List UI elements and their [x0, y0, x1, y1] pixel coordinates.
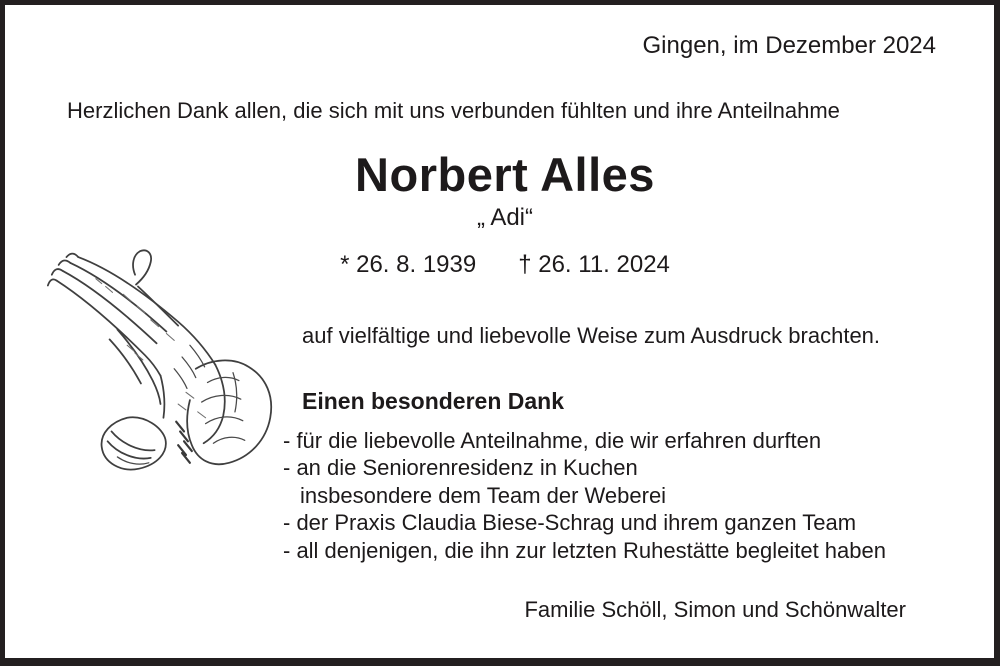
death-date: † 26. 11. 2024: [518, 251, 670, 278]
birth-date: * 26. 8. 1939: [340, 251, 477, 278]
deceased-name: Norbert Alles: [355, 148, 655, 201]
thanks-item-continuation: insbesondere dem Team der Weberei: [300, 482, 667, 508]
intro-text: Herzlichen Dank allen, die sich mit uns verbunden fühlten und ihre Anteilnahme: [67, 98, 840, 123]
outro-text: auf vielfältige und liebevolle Weise zum Ausdruck brachten.: [302, 323, 881, 348]
thanks-item: - für die liebevolle Anteilnahme, die wir erfahren durften: [283, 428, 822, 453]
family-signature: Familie Schöll, Simon und Schönwalter: [524, 597, 906, 622]
dateline: Gingen, im Dezember 2024: [642, 32, 936, 59]
thanks-item: - all denjenigen, die ihn zur letzten Ruhestätte begleitet haben: [283, 537, 886, 563]
special-thanks-heading: Einen besonderen Dank: [302, 388, 565, 414]
deceased-nickname: „ Adi“: [476, 204, 533, 231]
praying-hands-icon: [41, 233, 281, 483]
thanks-item: - an die Seniorenresidenz in Kuchen: [283, 455, 638, 481]
thanks-item: - der Praxis Claudia Biese-Schrag und ihrem ganzen Team: [283, 510, 857, 536]
special-thanks-list: [283, 427, 886, 564]
